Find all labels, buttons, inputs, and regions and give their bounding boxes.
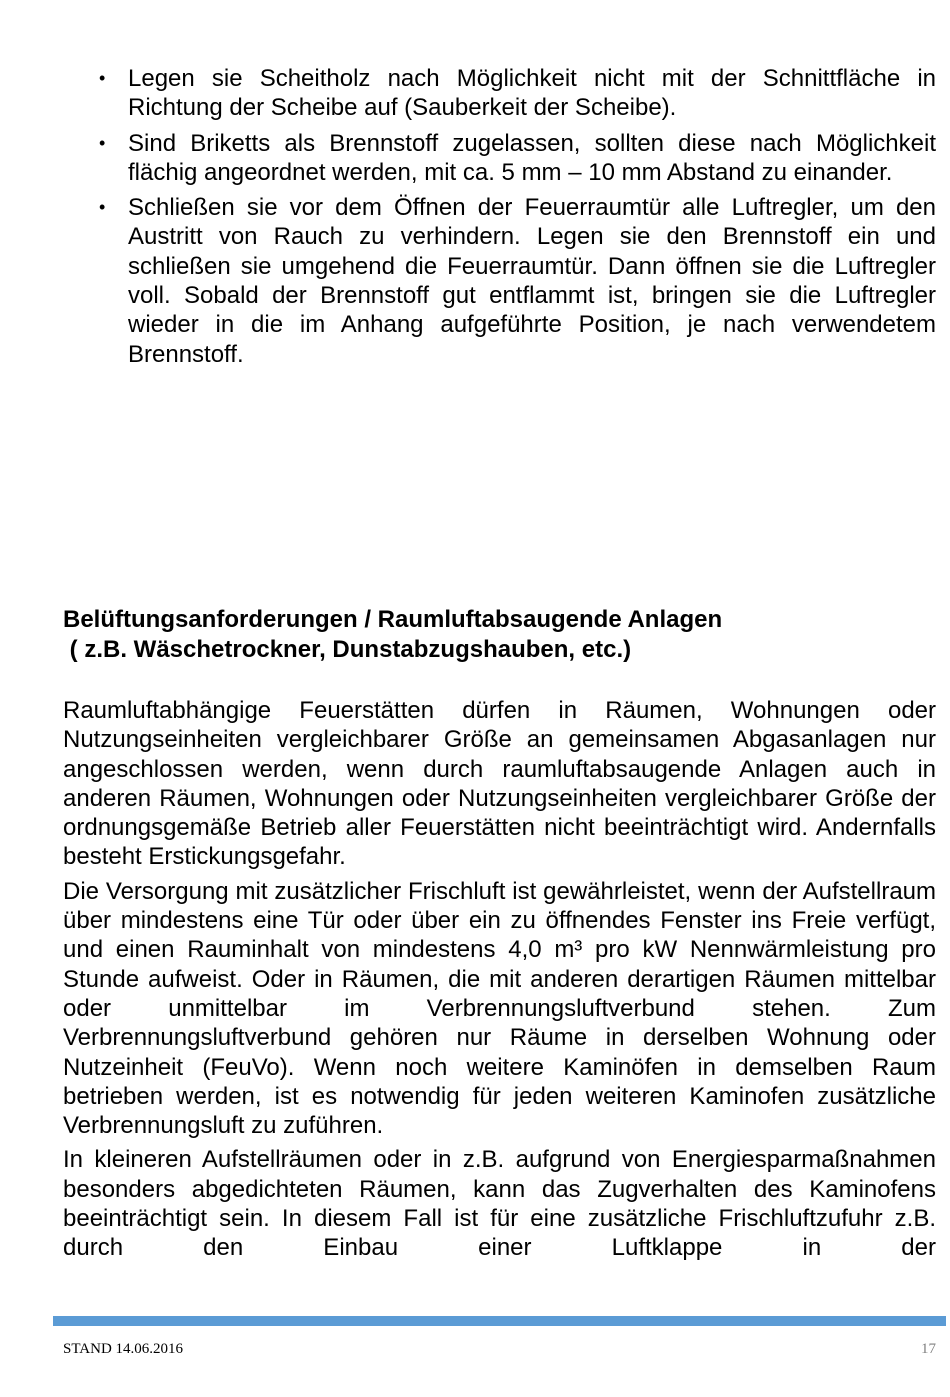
section-heading-line-2: ( z.B. Wäschetrockner, Dunstabzugshauben, etc.) [63, 636, 632, 663]
bullet-dot: • [99, 68, 106, 88]
footer-divider-bar [53, 1316, 946, 1326]
bullet-dot: • [99, 197, 106, 218]
paragraph: In kleineren Aufstellräumen oder in z.B. aufgrund von Energiesparmaßnahmen besonders abgedichteten Räumen, kann das Zugverhalten des Kaminofens beeinträchtigt sein. In diesem Fall ist für eine zusätzliche Frischluftzufuhr z.B. durch den Einbau einer Luftklappe in der [63, 1146, 936, 1262]
bullet-text: Sind Briketts als Brennstoff zugelassen, sollten diese nach Möglichkeit flächig angeordnet werden, mit ca. 5 mm – 10 mm Abstand zu einander. [128, 129, 936, 186]
paragraph: Raumluftabhängige Feuerstätten dürfen in Räumen, Wohnungen oder Nutzungseinheiten vergleichbarer Größe an gemeinsamen Abgasanlagen nur angeschlossen werden, wenn durch raumluftabsaugende Anlagen auch in anderen Räumen, Wohnungen oder Nutzungseinheiten vergleichbarer Größe der ordnungsgemäße Betrieb aller Feuerstätten nicht beeinträchtigt wird. Andernfalls besteht Erstickungsgefahr. [63, 697, 936, 871]
section-heading-line-1: Belüftungsanforderungen / Raumluftabsaugende Anlagen [63, 606, 723, 633]
bullet-text: Legen sie Scheitholz nach Möglichkeit nicht mit der Schnittfläche in Richtung der Scheibe auf (Sauberkeit der Scheibe). [128, 65, 936, 122]
footer-stand-date: STAND 14.06.2016 [63, 1341, 184, 1357]
bullet-item [99, 193, 936, 369]
bullet-text: Schließen sie vor dem Öffnen der Feuerraumtür alle Luftregler, um den Austritt von Rauch zu verhindern. Legen sie den Brennstoff ein und schließen sie umgehend die Feuerraumtür. Dann öffnen sie die Luftregler voll. Sobald der Brennstoff gut entflammt ist, bringen sie die Luftregler wieder in die im Anhang aufgeführte Position, je nach verwendetem Brennstoff. [128, 194, 936, 368]
bullet-list [99, 64, 936, 375]
paragraph: Die Versorgung mit zusätzlicher Frischluft ist gewährleistet, wenn der Aufstellraum über mindestens eine Tür oder über ein zu öffnendes Fenster ins Freie verfügt, und einen Rauminhalt von mindestens 4,0 m³ pro kW Nennwärmleistung pro Stunde aufweist. Oder in Räumen, die mit anderen derartigen Räumen mittelbar oder unmittelbar im Verbrennungsluftverbund stehen. Zum Verbrennungsluftverbund gehören nur Räume in derselben Wohnung oder Nutzeinheit (FeuVo). Wenn noch weitere Kaminöfen in demselben Raum betrieben werden, ist es notwendig für jeden weiteren Kaminofen zusätzliche Verbrennungsluft zu zuführen. [63, 877, 936, 1140]
bullet-item [99, 129, 936, 188]
bullet-item [99, 64, 936, 123]
section-heading [63, 605, 923, 665]
bullet-dot: • [99, 132, 106, 153]
page-number: 17 [921, 1341, 936, 1357]
section-body [63, 696, 936, 1268]
